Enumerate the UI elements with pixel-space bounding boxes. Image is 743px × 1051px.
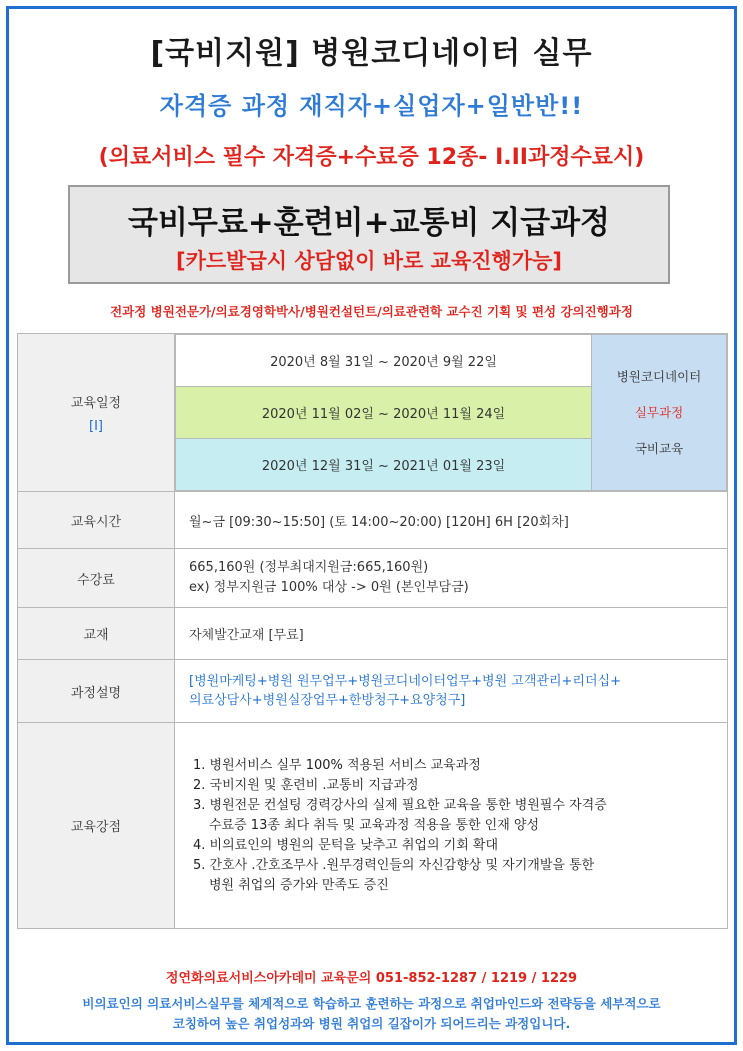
schedule-date-1: 2020년 8월 31일 ~ 2020년 9월 22일 [176, 335, 592, 387]
fee-value-cell [175, 549, 728, 608]
strength-item: 3. 병원전문 컨설팅 경력강사의 실제 필요한 교육을 통한 병원필수 자격증 [193, 797, 607, 813]
book-value: 자체발간교재 [무료] [175, 608, 728, 660]
schedule-table [175, 334, 727, 491]
side-line-3: 국비교육 [634, 440, 684, 456]
description-label: 과정설명 [18, 660, 175, 723]
contact-line: 정연화의료서비스아카데미 교육문의 051-852-1287 / 1219 / 1229 [165, 971, 578, 986]
closing-line-1: 비의료인의 의료서비스실무를 체계적으로 학습하고 훈련하는 과정으로 취업마인드와 전략등을 세부적으로 [82, 996, 661, 1011]
time-value: 월~금 [09:30~15:50] (토 14:00~20:00) [120H] 6H [20회차] [175, 492, 728, 549]
promo-box [68, 185, 670, 284]
description-line-1: [병원마케팅+병원 원무업무+병원코디네이터업무+병원 고객관리+리더십+ [189, 674, 621, 689]
instructors-note: 전과정 병원전문가/의료경영학박사/병원컨설턴트/의료관련학 교수진 기획 및 편성 강의진행과정 [110, 304, 633, 319]
book-label: 교재 [18, 608, 175, 660]
fee-label: 수강료 [18, 549, 175, 608]
strength-item-cont [193, 816, 727, 836]
book-row [18, 608, 728, 660]
schedule-date-3: 2020년 12월 31일 ~ 2021년 01월 23일 [176, 439, 592, 491]
promo-sub-text: [카드발급시 상담없이 바로 교육진행가능] [176, 249, 562, 273]
strengths-list [193, 756, 727, 896]
strength-item-cont [193, 876, 727, 896]
schedule-date-2: 2020년 11월 02일 ~ 2020년 11월 24일 [176, 387, 592, 439]
strength-item-continuation: 수료증 13종 최다 취득 및 교육과정 적용을 통한 인재 양성 [209, 817, 540, 833]
certificate-notice: (의료서비스 필수 자격증+수료증 12종- I.II과정수료시) [98, 145, 645, 170]
strengths-row [18, 723, 728, 929]
strengths-label: 교육강점 [18, 723, 175, 929]
time-label: 교육시간 [18, 492, 175, 549]
fee-row [18, 549, 728, 608]
closing-line-2: 코칭하여 높은 취업성과와 병원 취업의 길잡이가 되어드리는 과정입니다. [172, 1016, 571, 1031]
schedule-label-cell [18, 334, 175, 492]
strength-item: 4. 비의료인의 병원의 문턱을 낮추고 취업의 기회 확대 [193, 837, 499, 853]
strength-item: 5. 간호사 .간호조무사 .원무경력인들의 자신감향상 및 자기개발을 통한 [193, 857, 595, 873]
schedule-side-cell [592, 335, 727, 491]
promo-main-text: 국비무료+훈련비+교통비 지급과정 [128, 205, 610, 241]
schedule-label: 교육일정 [70, 395, 122, 411]
schedule-label-sub: [I] [89, 418, 103, 434]
side-line-1: 병원코디네이터 [616, 368, 702, 384]
page-subtitle: 자격증 과정 재직자+실업자+일반반!! [159, 92, 584, 120]
strength-item-continuation: 병원 취업의 증가와 만족도 증진 [209, 877, 389, 893]
strength-item: 1. 병원서비스 실무 100% 적용된 서비스 교육과정 [193, 757, 481, 773]
schedule-cell [175, 334, 728, 492]
description-line-2: 의료상담사+병원실장업무+한방청구+요양청구] [189, 693, 466, 708]
side-line-2: 실무과정 [634, 404, 684, 420]
course-info-table [17, 333, 728, 929]
schedule-row [18, 334, 728, 492]
fee-line-2: ex) 정부지원금 100% 대상 -> 0원 (본인부담금) [189, 580, 469, 595]
strengths-cell [175, 723, 728, 929]
description-row [18, 660, 728, 723]
page-title: [국비지원] 병원코디네이터 실무 [150, 36, 593, 71]
time-row [18, 492, 728, 549]
description-cell [175, 660, 728, 723]
fee-line-1: 665,160원 (정부최대지원금:665,160원) [189, 560, 429, 575]
strength-item: 2. 국비지원 및 훈련비 .교통비 지급과정 [193, 777, 419, 793]
closing-text [0, 994, 743, 1034]
